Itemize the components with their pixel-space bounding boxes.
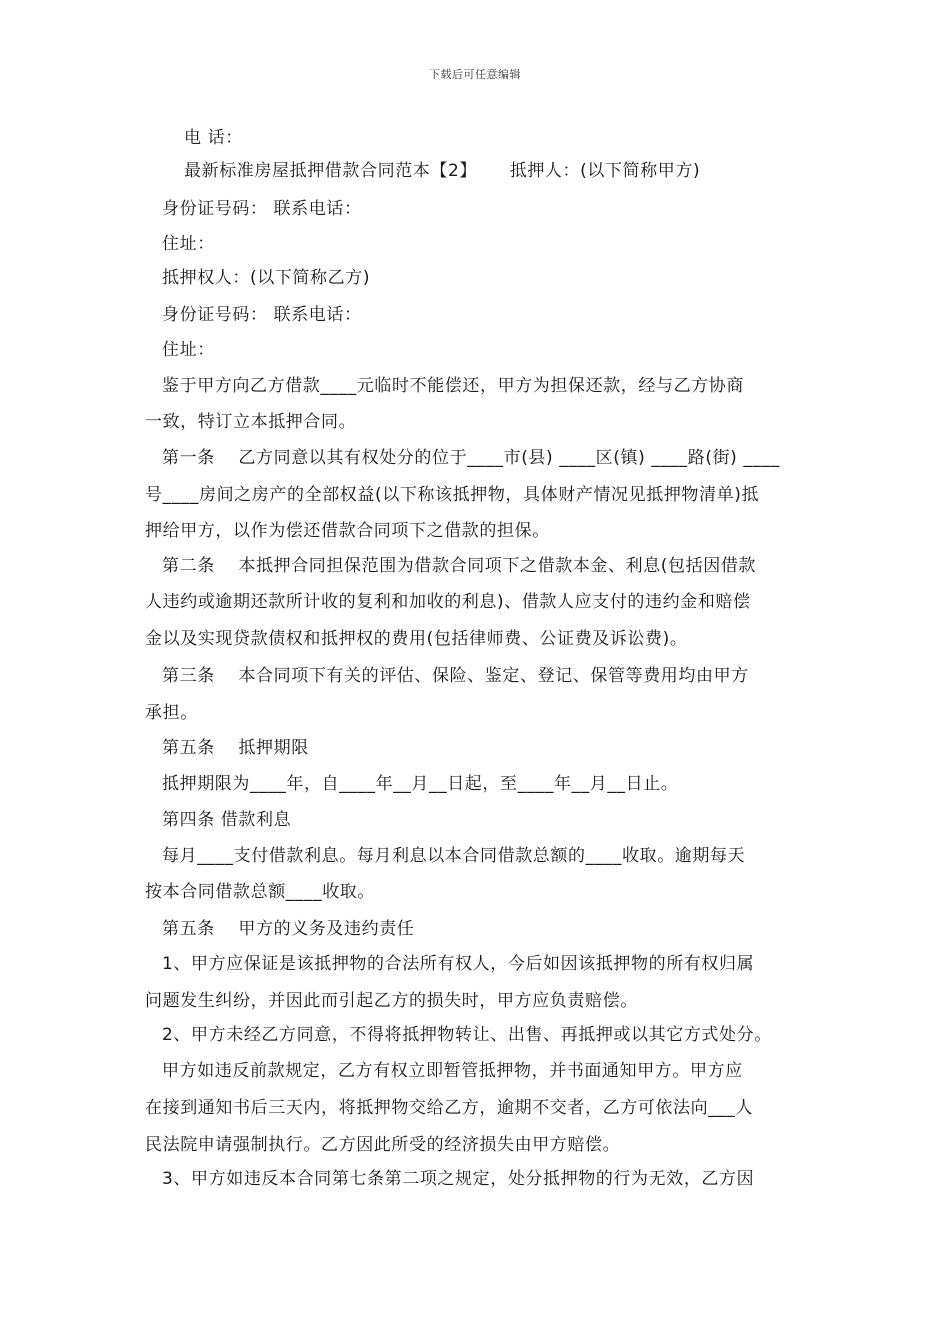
paragraph-line: 一致，特订立本抵押合同。 <box>145 412 357 432</box>
paragraph-line: 承担。 <box>145 703 198 723</box>
article-heading: 第四条 借款利息 <box>162 810 292 830</box>
title-line: 最新标准房屋抵押借款合同范本【2】 抵押人：(以下简称甲方) <box>184 161 701 181</box>
paragraph-line: 金以及实现贷款债权和抵押权的费用(包括律师费、公证费及诉讼费)。 <box>145 629 688 649</box>
clause-line: 3、甲方如违反本合同第七条第二项之规定，处分抵押物的行为无效，乙方因 <box>162 1169 755 1189</box>
article-line: 第二条 本抵押合同担保范围为借款合同项下之借款本金、利息(包括因借款 <box>162 556 757 576</box>
address-line: 住址： <box>162 340 215 360</box>
paragraph-line: 问题发生纠纷，并因此而引起乙方的损失时，甲方应负责赔偿。 <box>145 991 638 1011</box>
clause-line: 1、甲方应保证是该抵押物的合法所有权人，今后如因该抵押物的所有权归属 <box>162 954 755 974</box>
paragraph-line: 每月____支付借款利息。每月利息以本合同借款总额的____收取。逾期每天 <box>162 846 746 866</box>
address-line: 住址： <box>162 234 215 254</box>
article-heading: 第五条 抵押期限 <box>162 738 309 758</box>
paragraph-line: 抵押期限为____年，自____年__月__日起，至____年__月__日止。 <box>162 774 679 794</box>
paragraph-line: 在接到通知书后三天内，将抵押物交给乙方，逾期不交者，乙方可依法向___人 <box>145 1098 754 1118</box>
phone-line: 电 话： <box>184 128 243 148</box>
paragraph-line: 号____房间之房产的全部权益(以下称该抵押物，具体财产情况见抵押物清单)抵 <box>145 485 760 505</box>
article-heading: 第五条 甲方的义务及违约责任 <box>162 919 415 939</box>
paragraph-line: 按本合同借款总额____收取。 <box>145 882 375 902</box>
paragraph-line: 甲方如违反前款规定，乙方有权立即暂管抵押物，并书面通知甲方。甲方应 <box>162 1061 743 1081</box>
paragraph-line: 民法院申请强制执行。乙方因此所受的经济损失由甲方赔偿。 <box>145 1135 621 1155</box>
paragraph-line: 人违约或逾期还款所计收的复利和加收的利息)、借款人应支付的违约金和赔偿 <box>145 592 751 612</box>
header-note: 下载后可任意编辑 <box>429 68 521 81</box>
paragraph-line: 鉴于甲方向乙方借款____元临时不能偿还，甲方为担保还款，经与乙方协商 <box>162 376 744 396</box>
mortgagee-line: 抵押权人：(以下简称乙方) <box>162 268 371 288</box>
clause-line: 2、甲方未经乙方同意，不得将抵押物转让、出售、再抵押或以其它方式处分。 <box>162 1025 772 1045</box>
article-line: 第一条 乙方同意以其有权处分的位于____市(县) ____区(镇) ____路(街) ____ <box>162 448 780 468</box>
id-phone-line: 身份证号码： 联系电话： <box>162 305 362 325</box>
id-phone-line: 身份证号码： 联系电话： <box>162 199 362 219</box>
article-line: 第三条 本合同项下有关的评估、保险、鉴定、登记、保管等费用均由甲方 <box>162 666 749 686</box>
paragraph-line: 押给甲方，以作为偿还借款合同项下之借款的担保。 <box>145 521 550 541</box>
